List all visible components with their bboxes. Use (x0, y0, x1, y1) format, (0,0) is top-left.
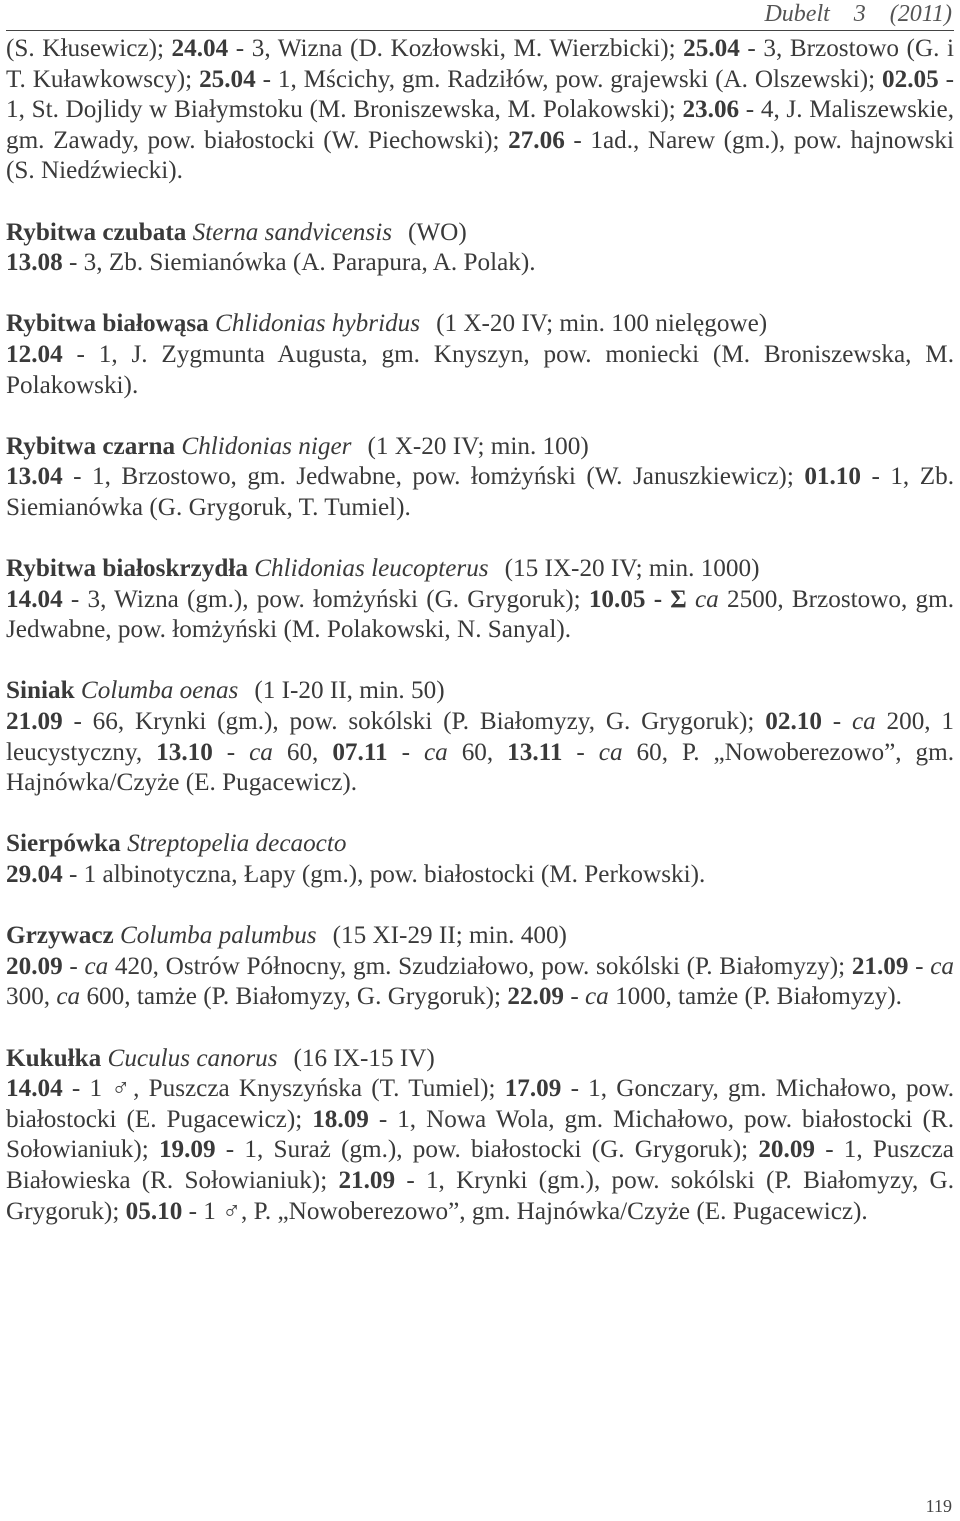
header-rule (6, 30, 954, 31)
running-header (764, 0, 952, 28)
species-latin-name: Chlidonias leucopterus (254, 555, 489, 583)
species-common-name: Rybitwa białowąsa (6, 310, 209, 338)
issue-year: (2011) (889, 1, 952, 27)
journal-name: Dubelt (764, 1, 830, 27)
species-latin-name: Columba oenas (80, 677, 239, 705)
continuation-paragraph: (S. Kłusewicz); 24.04 - 3, Wizna (D. Kozłowski, M. Wierzbicki); 25.04 - 3, Brzostowo (G. i T. Kuławkowscy); 25.04 - 1, Mścichy, gm. Radziłów, pow. grajewski (A. Olszewski); 02.05 - 1, St. Dojlidy w Białymstoku (M. Broniszewska, M. Polakowski); 23.06 - 4, J. Maliszewskie, gm. Zawady, pow. białostocki (W. Piechowski); 27.06 - 1ad., Narew (gm.), pow. hajnowski (S. Niedźwiecki). (6, 35, 955, 185)
species-entry-streptopelia-decaocto (6, 829, 954, 890)
species-heading (6, 218, 954, 249)
species-latin-name: Chlidonias hybridus (215, 310, 421, 338)
species-entry-columba-oenas (6, 676, 954, 798)
species-records: 13.04 - 1, Brzostowo, gm. Jedwabne, pow. łomżyński (W. Januszkiewicz); 01.10 - 1, Zb. Siemianówka (G. Grygoruk, T. Tumiel). (6, 463, 954, 521)
species-heading (6, 554, 954, 585)
species-common-name: Siniak (6, 677, 75, 705)
species-records: 21.09 - 66, Krynki (gm.), pow. sokólski (P. Białomyzy, G. Grygoruk); 02.10 - ca 200, 1 leucystyczny, 13.10 - ca 60, 07.11 - ca 60, 13.11 - ca 60, P. „Nowoberezowo”, gm. Hajnówka/Czyże (E. Pugacewicz). (6, 708, 955, 797)
species-status: (16 IX-15 IV) (293, 1044, 435, 1072)
species-status: (1 I-20 II, min. 50) (254, 677, 445, 705)
species-latin-name: Streptopelia decaocto (127, 830, 347, 858)
species-heading (6, 432, 954, 463)
species-common-name: Rybitwa czarna (6, 432, 176, 460)
species-records: 20.09 - ca 420, Ostrów Północny, gm. Szudziałowo, pow. sokólski (P. Białomyzy); 21.09 - ca 300, ca 600, tamże (P. Białomyzy, G. Grygoruk); 22.09 - ca 1000, tamże (P. Białomyzy). (6, 952, 955, 1011)
species-entry-chlidonias-hybridus (6, 309, 954, 401)
species-heading (6, 921, 954, 952)
species-status: (1 X-20 IV; min. 100) (367, 432, 589, 460)
species-records: 29.04 - 1 albinotyczna, Łapy (gm.), pow. białostocki (M. Perkowski). (6, 861, 706, 889)
species-entry-cuculus-canorus (6, 1044, 954, 1228)
species-common-name: Rybitwa czubata (6, 218, 187, 246)
species-entry-chlidonias-leucopterus (6, 554, 954, 646)
species-records: 12.04 - 1, J. Zygmunta Augusta, gm. Knyszyn, pow. moniecki (M. Broniszewska, M. Polakowski). (6, 340, 954, 399)
page-number: 119 (925, 1496, 952, 1516)
species-latin-name: Columba palumbus (119, 922, 317, 950)
species-entry-sterna-sandvicensis (6, 218, 954, 279)
species-status: (1 X-20 IV; min. 100 nielęgowe) (436, 310, 768, 338)
species-heading (6, 1044, 954, 1075)
species-entry-chlidonias-niger (6, 432, 954, 524)
species-status: (15 IX-20 IV; min. 1000) (504, 555, 760, 583)
species-heading (6, 676, 954, 707)
species-common-name: Kukułka (6, 1044, 102, 1072)
species-common-name: Grzywacz (6, 922, 114, 950)
species-latin-name: Chlidonias niger (181, 432, 352, 460)
body-text (6, 34, 954, 1227)
species-records: 14.04 - 3, Wizna (gm.), pow. łomżyński (G. Grygoruk); 10.05 - Σ ca 2500, Brzostowo, gm. Jedwabne, pow. łomżyński (M. Polakowski, N. Sanyal). (6, 585, 954, 644)
species-entry-columba-palumbus (6, 921, 954, 1013)
species-records: 13.08 - 3, Zb. Siemianówka (A. Parapura, A. Polak). (6, 249, 536, 277)
species-common-name: Sierpówka (6, 830, 121, 858)
species-heading (6, 309, 954, 340)
species-common-name: Rybitwa białoskrzydła (6, 555, 248, 583)
species-heading (6, 829, 954, 860)
species-status: (WO) (408, 218, 467, 246)
issue-number: 3 (853, 1, 866, 27)
species-latin-name: Cuculus canorus (107, 1044, 278, 1072)
species-records: 14.04 - 1 ♂, Puszcza Knyszyńska (T. Tumiel); 17.09 - 1, Gonczary, gm. Michałowo, pow. białostocki (E. Pugacewicz); 18.09 - 1, Nowa Wola, gm. Michałowo, pow. białostocki (R. Sołowianiuk); 19.09 - 1, Suraż (gm.), pow. białostocki (G. Grygoruk); 20.09 - 1, Puszcza Białowieska (R. Sołowianiuk); 21.09 - 1, Krynki (gm.), pow. sokólski (P. Białomyzy, G. Grygoruk); 05.10 - 1 ♂, P. „Nowoberezowo”, gm. Hajnówka/Czyże (E. Pugacewicz). (6, 1075, 955, 1225)
species-latin-name: Sterna sandvicensis (192, 218, 392, 246)
species-status: (15 XI-29 II; min. 400) (332, 922, 567, 950)
